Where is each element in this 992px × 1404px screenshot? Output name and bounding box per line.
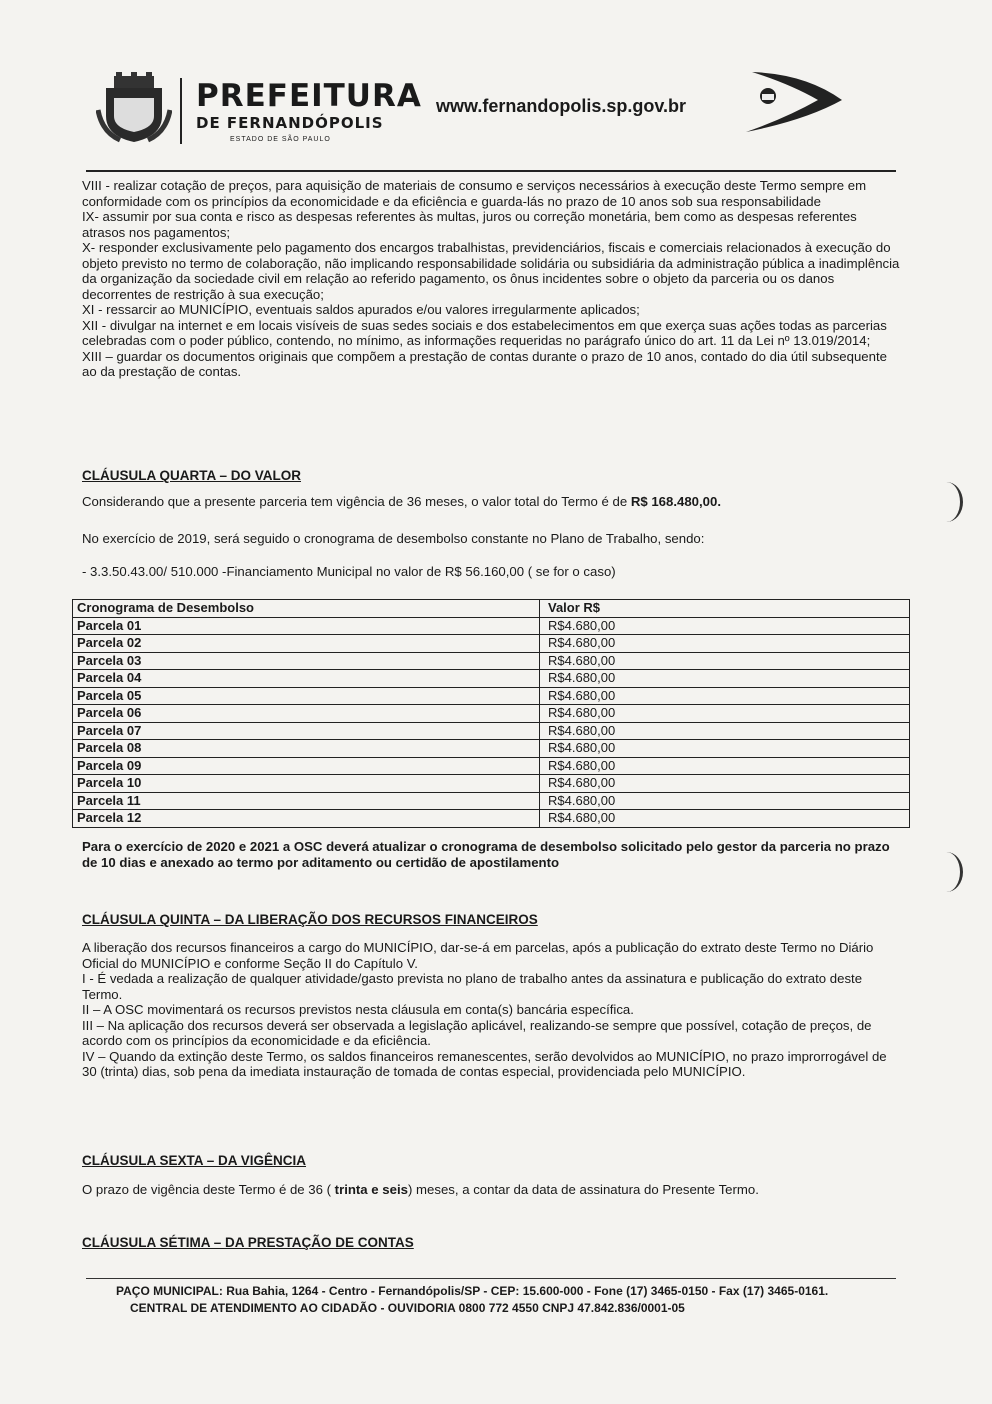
clause-five-i: I - É vedada a realização de qualquer atividade/gasto prevista no plano de trabalho antes da assinatura e publicação do extrato deste Termo. [82, 971, 863, 1002]
installment-value: R$4.680,00 [540, 740, 910, 758]
footer-address: PAÇO MUNICIPAL: Rua Bahia, 1264 - Centro - Fernandópolis/SP - CEP: 15.600-000 - Fone (17) 3465-0150 - Fax (17) 3465-0161. [116, 1284, 829, 1298]
installment-label: Parcela 10 [73, 775, 540, 793]
item-ix: IX- assumir por sua conta e risco as despesas referentes às multas, juros ou correção monetária, bem como as despesas referentes atrasos nos pagamentos; [82, 209, 857, 240]
installment-label: Parcela 07 [73, 722, 540, 740]
clause-six-text-b: ) meses, a contar da data de assinatura do Presente Termo. [407, 1182, 759, 1197]
coat-of-arms-icon [96, 70, 172, 146]
installment-label: Parcela 06 [73, 705, 540, 723]
clause-four-p1 [82, 494, 900, 510]
clause-five-iii: III – Na aplicação dos recursos deverá ser observada a legislação aplicável, realizando-se sempre que possível, cotação de preços, de acordo com os princípios da economicidade e da eficiência. [82, 1017, 872, 1048]
website-link[interactable]: www.fernandopolis.sp.gov.br [436, 96, 687, 116]
table-row [73, 757, 910, 775]
header-title: PREFEITURA [196, 78, 422, 114]
installment-label: Parcela 12 [73, 810, 540, 828]
installment-label: Parcela 08 [73, 740, 540, 758]
table-row [73, 687, 910, 705]
header-rule [86, 170, 896, 172]
city-logo-icon [746, 70, 846, 140]
installment-value: R$4.680,00 [540, 775, 910, 793]
clause-five-iv: IV – Quando da extinção deste Termo, os saldos financeiros remanescentes, serão devolvidos ao MUNICÍPIO, no prazo improrrogável de 30 (trinta) dias, sob pena da imediata instauração de tomada de contas especial, providenciada pelo MUNICÍPIO. [82, 1048, 887, 1079]
installment-label: Parcela 09 [73, 757, 540, 775]
table-row [73, 652, 910, 670]
clause-five-body [82, 940, 900, 1080]
installment-label: Parcela 04 [73, 670, 540, 688]
header-state: ESTADO DE SÃO PAULO [230, 136, 331, 143]
clause-four-p4: Para o exercício de 2020 e 2021 a OSC deverá atualizar o cronograma de desembolso solicitado pelo gestor da parceria no prazo de 10 dias e anexado ao termo por aditamento ou certidão de apostilamento [82, 839, 890, 870]
clause-six-body [82, 1182, 900, 1198]
item-viii: VIII - realizar cotação de preços, para aquisição de materiais de consumo e serviços necessários à execução deste Termo sempre em conformidade com os princípios da economicidade e da eficiência e guarda-lás no prazo de 10 anos sob sua responsabilidade [82, 178, 867, 209]
table-header-row [73, 600, 910, 618]
installment-value: R$4.680,00 [540, 670, 910, 688]
installment-label: Parcela 02 [73, 635, 540, 653]
item-xiii: XIII – guardar os documentos originais que compõem a prestação de contas durante o prazo de 10 anos, contado do dia útil subsequente ao da prestação de contas. [82, 348, 887, 379]
footer-contact: CENTRAL DE ATENDIMENTO AO CIDADÃO - OUVIDORIA 0800 772 4550 CNPJ 47.842.836/0001-05 [130, 1301, 685, 1315]
table-row [73, 670, 910, 688]
disbursement-table [72, 599, 910, 828]
installment-value: R$4.680,00 [540, 687, 910, 705]
obligations-list [82, 178, 900, 380]
clause-six-heading: CLÁUSULA SEXTA – DA VIGÊNCIA [82, 1153, 307, 1168]
table-row [73, 722, 910, 740]
installment-value: R$4.680,00 [540, 792, 910, 810]
clause-six-term: trinta e seis [334, 1182, 408, 1197]
clause-six-text-a: O prazo de vigência deste Termo é de 36 ( [82, 1182, 335, 1197]
installment-label: Parcela 11 [73, 792, 540, 810]
total-value: R$ 168.480,00. [630, 494, 722, 509]
installment-value: R$4.680,00 [540, 722, 910, 740]
item-xi: XI - ressarcir ao MUNICÍPIO, eventuais saldos apurados e/ou valores irregularmente aplicados; [82, 302, 640, 317]
table-row [73, 775, 910, 793]
clause-seven-heading: CLÁUSULA SÉTIMA – DA PRESTAÇÃO DE CONTAS [82, 1235, 414, 1250]
clause-four-p1-text: Considerando que a presente parceria tem vigência de 36 meses, o valor total do Termo é de [82, 494, 631, 509]
installment-value: R$4.680,00 [540, 617, 910, 635]
letterhead [96, 70, 886, 166]
installment-value: R$4.680,00 [540, 810, 910, 828]
header-subtitle: DE FERNANDÓPOLIS [196, 114, 384, 132]
header-divider [180, 78, 182, 144]
table-row [73, 705, 910, 723]
clause-five-heading: CLÁUSULA QUINTA – DA LIBERAÇÃO DOS RECURSOS FINANCEIROS [82, 912, 538, 927]
installment-value: R$4.680,00 [540, 757, 910, 775]
table-row [73, 810, 910, 828]
clause-four-p3: - 3.3.50.43.00/ 510.000 -Financiamento Municipal no valor de R$ 56.160,00 ( se for o caso) [82, 564, 616, 579]
installment-value: R$4.680,00 [540, 635, 910, 653]
installment-value: R$4.680,00 [540, 652, 910, 670]
clause-four-p2: No exercício de 2019, será seguido o cronograma de desembolso constante no Plano de Trabalho, sendo: [82, 531, 705, 546]
table-row [73, 617, 910, 635]
installment-value: R$4.680,00 [540, 705, 910, 723]
clause-four-heading: CLÁUSULA QUARTA – DO VALOR [82, 468, 301, 483]
table-row [73, 740, 910, 758]
table-row [73, 792, 910, 810]
punch-hole-mark [930, 482, 963, 522]
clause-five-ii: II – A OSC movimentará os recursos previstos nesta cláusula em conta(s) bancária específica. [82, 1002, 634, 1017]
column-header-schedule: Cronograma de Desembolso [73, 600, 540, 618]
footer-rule [86, 1278, 896, 1279]
column-header-value: Valor R$ [540, 600, 910, 618]
table-row [73, 635, 910, 653]
item-xii: XII - divulgar na internet e em locais visíveis de suas sedes sociais e dos estabelecimentos em que exerça suas ações todas as parcerias celebradas com o poder público, contendo, no mínimo, as informações requeridas no parágrafo único do art. 11 da Lei nº 13.019/2014; [82, 317, 887, 348]
installment-label: Parcela 03 [73, 652, 540, 670]
installment-label: Parcela 05 [73, 687, 540, 705]
punch-hole-mark [930, 852, 963, 892]
installment-label: Parcela 01 [73, 617, 540, 635]
clause-five-p1: A liberação dos recursos financeiros a cargo do MUNICÍPIO, dar-se-á em parcelas, após a publicação do extrato deste Termo no Diário Oficial do MUNICÍPIO e conforme Seção II do Capítulo V. [82, 940, 874, 971]
item-x: X- responder exclusivamente pelo pagamento dos encargos trabalhistas, previdenciários, fiscais e comerciais relacionados à execução do objeto previsto no termo de colaboração, não implicando responsabilidade solidária ou subsidiária da administração pública a inadimplência da organização da sociedade civil em relação ao referido pagamento, os ônus incidentes sobre o objeto da parceria ou os danos decorrentes de restrição à sua execução; [82, 240, 900, 302]
